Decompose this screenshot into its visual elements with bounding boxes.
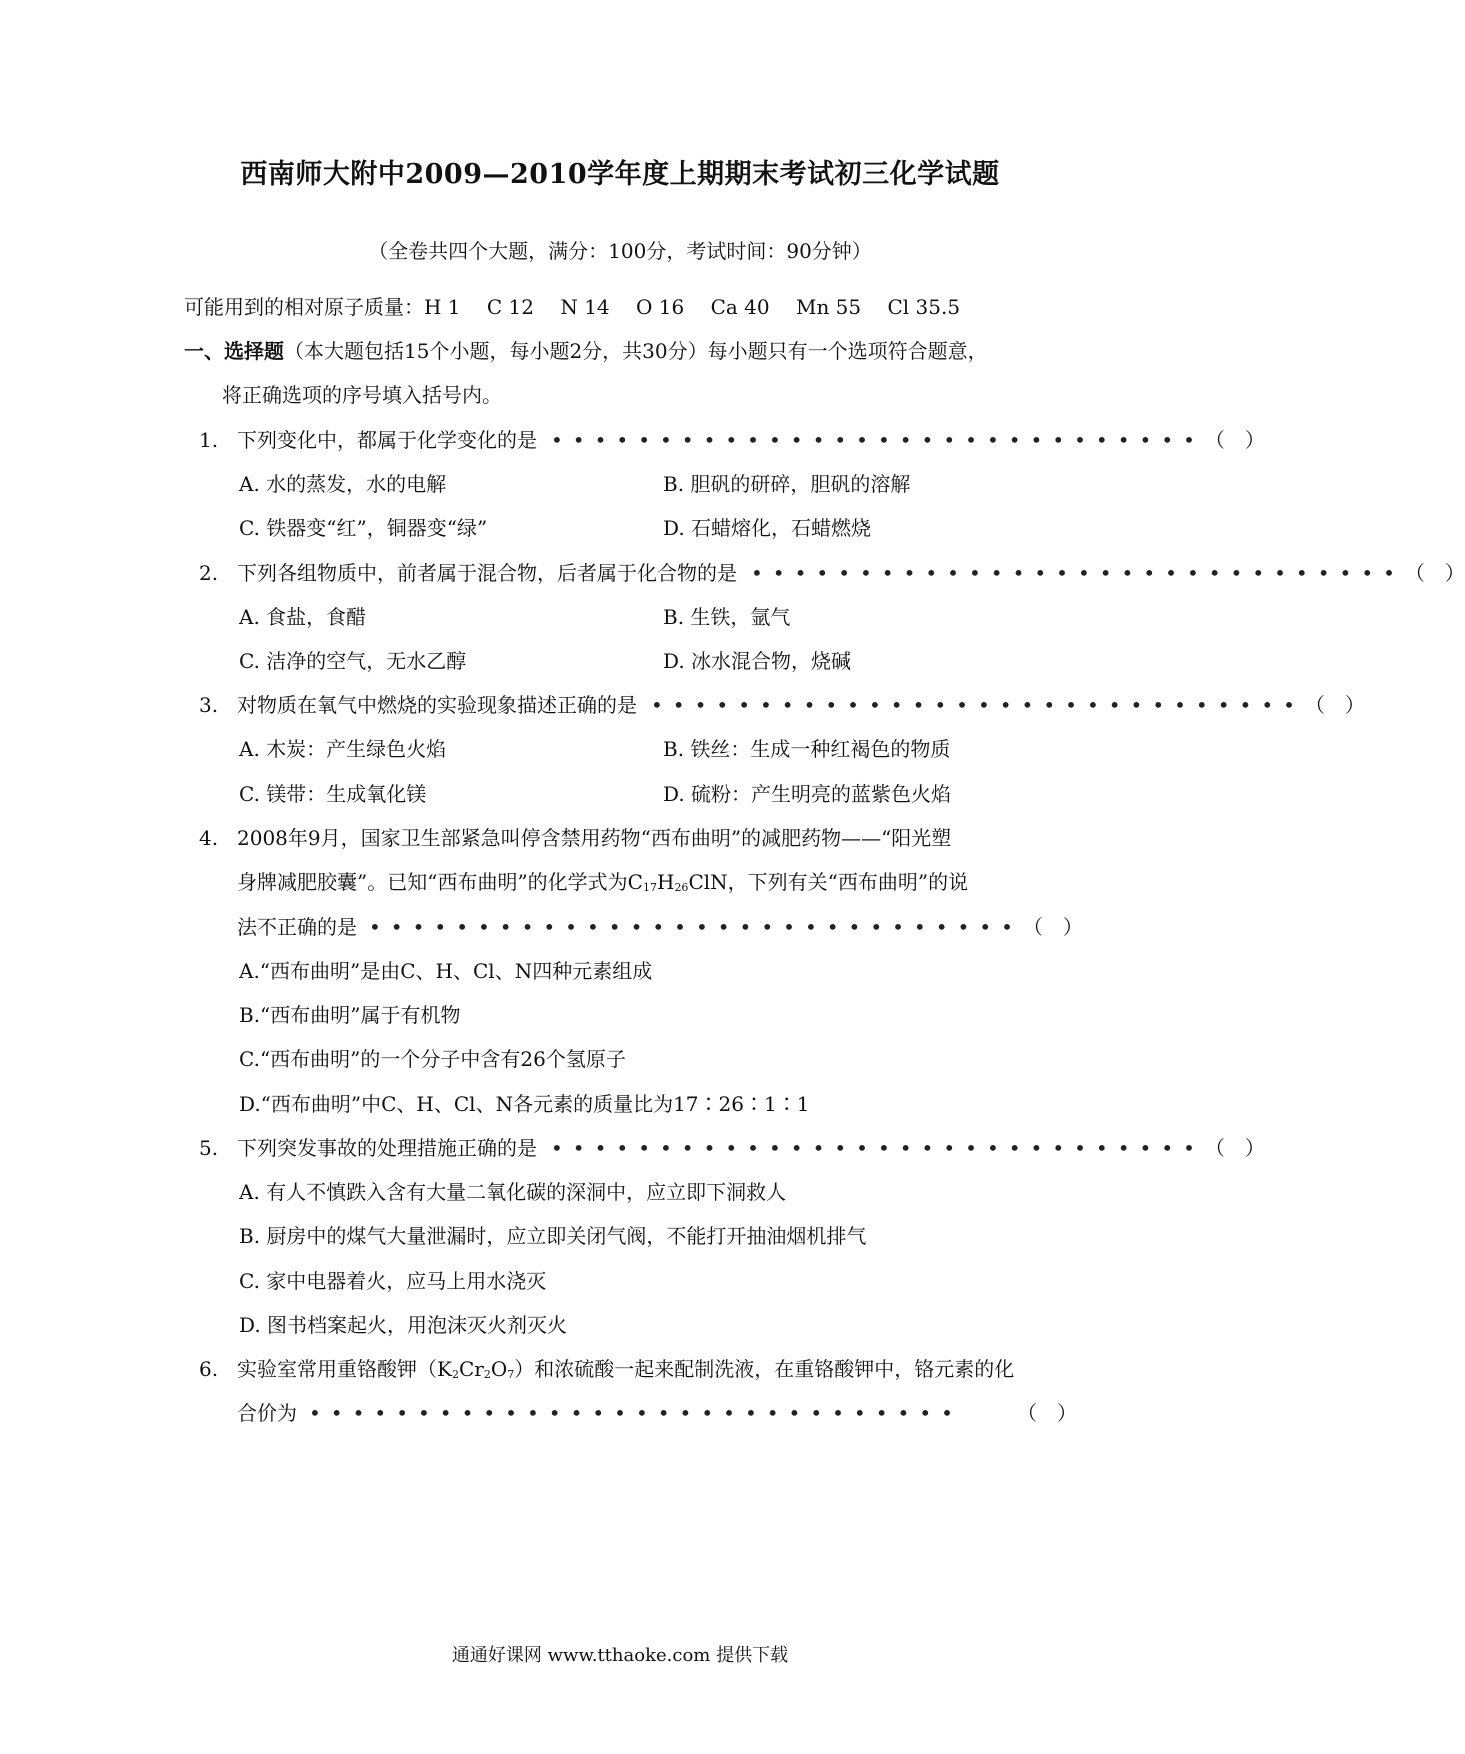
page-title: 西南师大附中2009—2010学年度上期期末考试初三化学试题 xyxy=(240,159,1000,190)
answer-blank: （ ） xyxy=(1304,693,1365,717)
section-heading xyxy=(184,337,988,365)
option-c: C. 铁器变“红”，铜器变“绿” xyxy=(239,516,488,540)
question-number: 6. xyxy=(199,1357,219,1381)
section-title: 一、选择题 xyxy=(184,339,284,363)
leader-dots: •••••••••••••••••••••••••••••• xyxy=(369,915,1023,939)
answer-blank: （ ） xyxy=(1404,561,1465,585)
page-footer: 通通好课网 www.tthaoke.com 提供下载 xyxy=(451,1645,789,1666)
answer-blank: （ ） xyxy=(1022,915,1083,939)
question-6 xyxy=(199,1355,1014,1389)
stem-text: 身牌减肥胶囊”。已知“西布曲明”的化学式为C xyxy=(237,870,643,894)
subscript: 7 xyxy=(507,1368,515,1381)
formula-element: Cr xyxy=(458,1357,484,1381)
section-description: （本大题包括15个小题，每小题2分，共30分）每小题只有一个选项符合题意， xyxy=(284,339,988,363)
option-d: D. 图书档案起火，用泡沫灭火剂灭火 xyxy=(239,1313,568,1337)
atomic-masses: 可能用到的相对原子质量：H 1 C 12 N 14 O 16 Ca 40 Mn 55 Cl 35.5 xyxy=(184,295,961,319)
option-c: C. 镁带：生成氧化镁 xyxy=(239,782,427,806)
answer-blank: （ ） xyxy=(1017,1401,1077,1425)
answer-blank: （ ） xyxy=(1204,428,1265,452)
option-d: D. 硫粉：产生明亮的蓝紫色火焰 xyxy=(663,782,952,806)
question-2 xyxy=(199,559,1465,587)
question-stem-line1: 2008年9月，国家卫生部紧急叫停含禁用药物“西布曲明”的减肥药物——“阳光塑 xyxy=(237,826,952,850)
option-a: A. 有人不慎跌入含有大量二氧化碳的深洞中，应立即下洞救人 xyxy=(239,1180,787,1204)
stem-text: 实验室常用重铬酸钾（K xyxy=(237,1357,452,1381)
subscript: 2 xyxy=(483,1368,491,1381)
question-stem: 下列各组物质中，前者属于混合物，后者属于化合物的是 xyxy=(237,561,737,585)
question-number: 1. xyxy=(199,428,219,452)
question-number: 5. xyxy=(199,1136,219,1160)
option-d: D.“西布曲明”中C、H、Cl、N各元素的质量比为17∶26∶1∶1 xyxy=(239,1092,810,1116)
formula-element: H xyxy=(656,870,675,894)
option-b: B. 生铁，氩气 xyxy=(663,605,791,629)
option-c: C. 家中电器着火，应马上用水浇灭 xyxy=(239,1269,547,1293)
option-c: C.“西布曲明”的一个分子中含有26个氢原子 xyxy=(239,1047,626,1071)
subscript: 2 xyxy=(451,1368,459,1381)
leader-dots: •••••••••••••••••••••••••••••• xyxy=(551,1136,1205,1160)
leader-dots: •••••••••••••••••••••••••••••• xyxy=(651,693,1305,717)
leader-dots: •••••••••••••••••••••••••••••• xyxy=(751,561,1405,585)
answer-blank: （ ） xyxy=(1204,1136,1265,1160)
question-stem: 法不正确的是 xyxy=(237,915,357,939)
option-a: A. 食盐，食醋 xyxy=(239,605,367,629)
question-stem: 对物质在氧气中燃烧的实验现象描述正确的是 xyxy=(237,693,637,717)
option-b: B. 胆矾的研碎，胆矾的溶解 xyxy=(663,472,911,496)
formula-element: O xyxy=(490,1357,508,1381)
option-a: A. 水的蒸发，水的电解 xyxy=(239,472,447,496)
option-c: C. 洁净的空气，无水乙醇 xyxy=(239,649,467,673)
question-stem-line2 xyxy=(237,868,968,902)
question-stem: 合价为 xyxy=(237,1401,297,1425)
stem-text: ClN，下列有关“西布曲明”的说 xyxy=(688,870,969,894)
subscript: 17 xyxy=(642,881,657,894)
option-b: B. 铁丝：生成一种红褐色的物质 xyxy=(663,737,951,761)
option-d: D. 冰水混合物，烧碱 xyxy=(663,649,852,673)
exam-subtitle: （全卷共四个大题，满分：100分，考试时间：90分钟） xyxy=(368,239,872,263)
question-stem: 下列突发事故的处理措施正确的是 xyxy=(237,1136,537,1160)
option-a: A. 木炭：产生绿色火焰 xyxy=(239,737,447,761)
question-stem-line2 xyxy=(237,1399,1077,1427)
option-a: A.“西布曲明”是由C、H、Cl、N四种元素组成 xyxy=(239,959,653,983)
question-5 xyxy=(199,1134,1265,1162)
section-description-cont: 将正确选项的序号填入括号内。 xyxy=(222,383,502,407)
option-d: D. 石蜡熔化，石蜡燃烧 xyxy=(663,516,872,540)
option-b: B.“西布曲明”属于有机物 xyxy=(239,1003,461,1027)
question-stem-line3 xyxy=(237,913,1083,941)
question-1 xyxy=(199,426,1265,454)
stem-text: ）和浓硫酸一起来配制洗液，在重铬酸钾中，铬元素的化 xyxy=(514,1357,1015,1381)
question-number: 2. xyxy=(199,561,219,585)
subscript: 26 xyxy=(674,881,689,894)
option-b: B. 厨房中的煤气大量泄漏时，应立即关闭气阀，不能打开抽油烟机排气 xyxy=(239,1224,867,1248)
question-stem: 下列变化中，都属于化学变化的是 xyxy=(237,428,537,452)
question-3 xyxy=(199,691,1365,719)
leader-dots: •••••••••••••••••••••••••••••• xyxy=(309,1401,963,1425)
question-number: 3. xyxy=(199,693,219,717)
question-4 xyxy=(199,824,951,852)
leader-dots: •••••••••••••••••••••••••••••• xyxy=(551,428,1205,452)
question-number: 4. xyxy=(199,826,219,850)
